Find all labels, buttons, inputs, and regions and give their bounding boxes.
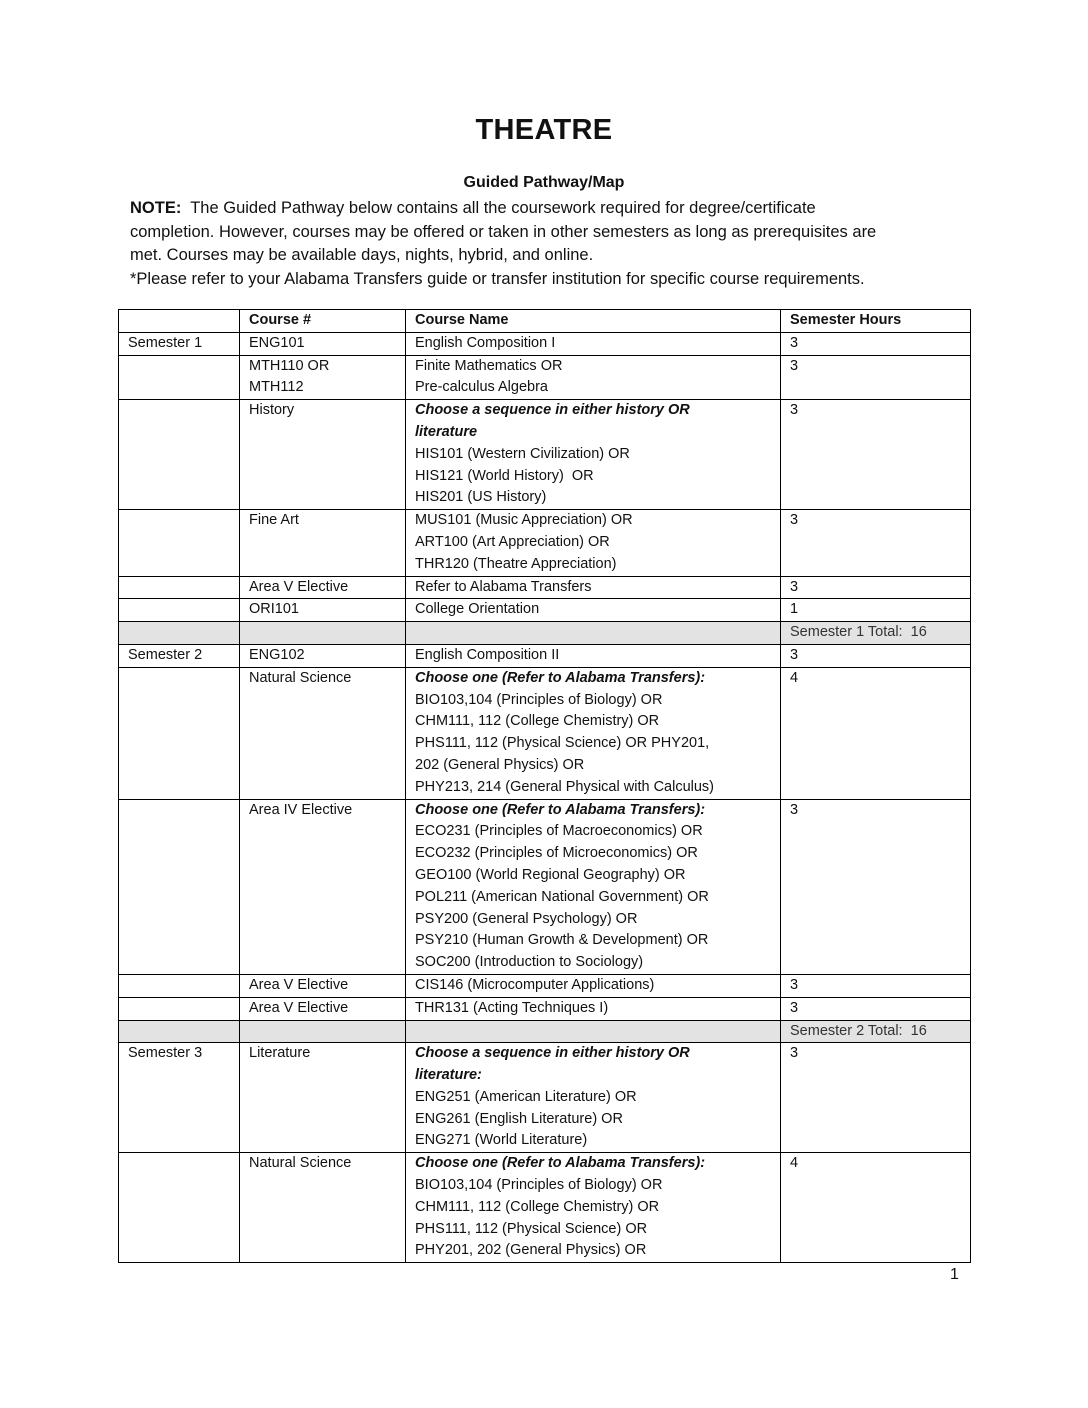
table-row bbox=[119, 355, 971, 400]
table-row bbox=[119, 332, 971, 355]
semester-hours: 4 bbox=[781, 667, 971, 799]
course-name: Choose a sequence in either history OR literature: ENG251 (American Literature) OR ENG261 (English Literature) OR ENG271 (World Literature) bbox=[406, 1043, 781, 1153]
table-row bbox=[119, 799, 971, 974]
course-number: Natural Science bbox=[240, 1153, 406, 1263]
semester-label bbox=[119, 400, 240, 510]
header-cell: Semester Hours bbox=[781, 310, 971, 333]
course-number: Area IV Elective bbox=[240, 799, 406, 974]
table-row bbox=[119, 576, 971, 599]
course-name: Choose one (Refer to Alabama Transfers): BIO103,104 (Principles of Biology) OR CHM111, 112 (College Chemistry) OR PHS111, 112 (Physical Science) OR PHY201, 202 (General Physics) OR bbox=[406, 1153, 781, 1263]
course-number: History bbox=[240, 400, 406, 510]
semester-hours: 3 bbox=[781, 510, 971, 576]
table-row bbox=[119, 1153, 971, 1263]
header-cell: Course Name bbox=[406, 310, 781, 333]
semester-hours: 3 bbox=[781, 974, 971, 997]
course-name: English Composition II bbox=[406, 644, 781, 667]
pathway-table bbox=[118, 309, 971, 1263]
semester-label bbox=[119, 974, 240, 997]
semester-hours: 1 bbox=[781, 599, 971, 622]
page-subtitle: Guided Pathway/Map bbox=[463, 174, 625, 191]
semester-label bbox=[119, 510, 240, 576]
semester-hours: 3 bbox=[781, 355, 971, 400]
course-number: Area V Elective bbox=[240, 576, 406, 599]
table-row bbox=[119, 974, 971, 997]
semester-label bbox=[119, 667, 240, 799]
course-number: Fine Art bbox=[240, 510, 406, 576]
page-number: 1 bbox=[950, 1266, 959, 1283]
note-label: NOTE: bbox=[130, 199, 182, 217]
course-name: College Orientation bbox=[406, 599, 781, 622]
note-line: completion. However, courses may be offered or taken in other semesters as long as prerequisites are bbox=[130, 222, 877, 241]
semester-label: Semester 3 bbox=[119, 1043, 240, 1153]
course-name: Choose one (Refer to Alabama Transfers): BIO103,104 (Principles of Biology) OR CHM111, 112 (College Chemistry) OR PHS111, 112 (Physical Science) OR PHY201, 202 (General Physics) OR PHY213, 214 (General Physical with Calculus) bbox=[406, 667, 781, 799]
semester-label bbox=[119, 576, 240, 599]
semester-total-row bbox=[119, 622, 971, 645]
page-title: THEATRE bbox=[475, 114, 613, 146]
table-row bbox=[119, 667, 971, 799]
semester-hours: 3 bbox=[781, 644, 971, 667]
semester-label bbox=[119, 355, 240, 400]
semester-label bbox=[119, 599, 240, 622]
course-name: THR131 (Acting Techniques I) bbox=[406, 997, 781, 1020]
semester-label bbox=[119, 997, 240, 1020]
note-line: met. Courses may be available days, nights, hybrid, and online. bbox=[130, 246, 594, 264]
course-number: Area V Elective bbox=[240, 997, 406, 1020]
course-name: Finite Mathematics OR Pre-calculus Algebra bbox=[406, 355, 781, 400]
semester-hours: 3 bbox=[781, 997, 971, 1020]
note-line: *Please refer to your Alabama Transfers guide or transfer institution for specific course requirements. bbox=[130, 269, 865, 288]
semester-label bbox=[119, 1153, 240, 1263]
table-row bbox=[119, 997, 971, 1020]
semester-hours: 3 bbox=[781, 799, 971, 974]
course-name: MUS101 (Music Appreciation) OR ART100 (Art Appreciation) OR THR120 (Theatre Appreciation) bbox=[406, 510, 781, 576]
header-cell: Course # bbox=[240, 310, 406, 333]
header-cell bbox=[119, 310, 240, 333]
semester-label: Semester 2 bbox=[119, 644, 240, 667]
table-header-row bbox=[119, 310, 971, 333]
note-text: The Guided Pathway below contains all the coursework required for degree/certificate bbox=[181, 199, 816, 217]
course-name: Choose one (Refer to Alabama Transfers): ECO231 (Principles of Macroeconomics) OR ECO232 (Principles of Microeconomics) OR GEO100 (World Regional Geography) OR POL211 (American National Government) OR PSY200 (General Psychology) OR PSY210 (Human Growth & Development) OR SOC200 (Introduction to Sociology) bbox=[406, 799, 781, 974]
course-number: ENG102 bbox=[240, 644, 406, 667]
table-row bbox=[119, 599, 971, 622]
course-name: English Composition I bbox=[406, 332, 781, 355]
note-line bbox=[130, 197, 970, 221]
semester-label: Semester 1 bbox=[119, 332, 240, 355]
course-number: Natural Science bbox=[240, 667, 406, 799]
course-number: Literature bbox=[240, 1043, 406, 1153]
course-number: MTH110 OR MTH112 bbox=[240, 355, 406, 400]
semester-hours: 3 bbox=[781, 1043, 971, 1153]
semester-total: Semester 2 Total: 16 bbox=[781, 1020, 971, 1043]
note-block bbox=[130, 197, 970, 291]
semester-hours: 3 bbox=[781, 576, 971, 599]
semester-hours: 3 bbox=[781, 400, 971, 510]
course-name: Refer to Alabama Transfers bbox=[406, 576, 781, 599]
semester-total: Semester 1 Total: 16 bbox=[781, 622, 971, 645]
semester-hours: 4 bbox=[781, 1153, 971, 1263]
semester-label bbox=[119, 799, 240, 974]
table-row bbox=[119, 510, 971, 576]
semester-hours: 3 bbox=[781, 332, 971, 355]
semester-total-row bbox=[119, 1020, 971, 1043]
course-number: ENG101 bbox=[240, 332, 406, 355]
course-number: ORI101 bbox=[240, 599, 406, 622]
table-row bbox=[119, 644, 971, 667]
table-row bbox=[119, 1043, 971, 1153]
course-name: Choose a sequence in either history OR literature HIS101 (Western Civilization) OR HIS121 (World History) OR HIS201 (US History) bbox=[406, 400, 781, 510]
table-row bbox=[119, 400, 971, 510]
course-name: CIS146 (Microcomputer Applications) bbox=[406, 974, 781, 997]
course-number: Area V Elective bbox=[240, 974, 406, 997]
